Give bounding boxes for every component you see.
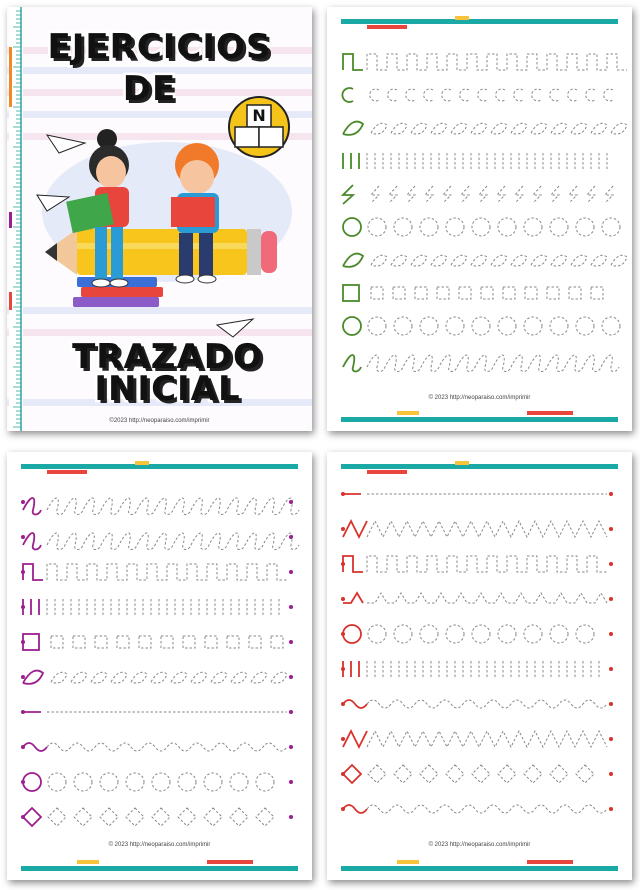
end-dot (289, 605, 293, 609)
end-dot (289, 675, 293, 679)
tracing-row (343, 54, 627, 70)
tracing-row (341, 661, 613, 677)
start-dot (21, 570, 25, 574)
end-dot (609, 562, 613, 566)
cover-title-line2: DE (122, 69, 177, 109)
end-dot (289, 745, 293, 749)
end-dot (609, 667, 613, 671)
tracing-row (343, 317, 620, 335)
start-dot (21, 605, 25, 609)
tracing-row (21, 599, 293, 615)
tracing-row (21, 671, 293, 684)
worksheet-page-3[interactable] (327, 452, 632, 880)
tracing-row (341, 625, 613, 643)
tracing-row (343, 218, 620, 236)
tracing-row (21, 743, 293, 751)
end-dot (289, 640, 293, 644)
worksheet-footer-1: © 2023 http://neoparaiso.com/imprimir (428, 395, 531, 401)
tracing-row (343, 254, 627, 267)
end-dot (609, 632, 613, 636)
tracing-row (21, 808, 293, 826)
cover-subtitle-line1: TRAZADO (72, 337, 263, 377)
start-dot (341, 807, 345, 811)
start-dot (341, 702, 345, 706)
tracing-exercises-3 (327, 452, 632, 880)
tracing-row (343, 355, 619, 372)
end-dot (609, 702, 613, 706)
worksheet-page-2[interactable] (7, 452, 312, 880)
logo-letter: N (252, 106, 266, 125)
cover-page[interactable] (7, 7, 312, 431)
end-dot (289, 710, 293, 714)
tracing-row (341, 805, 613, 813)
end-dot (609, 807, 613, 811)
start-dot (341, 492, 345, 496)
start-dot (341, 667, 345, 671)
start-dot (21, 500, 25, 504)
tracing-row (342, 88, 613, 102)
start-dot (341, 737, 345, 741)
tracing-row (343, 285, 603, 301)
end-dot (289, 535, 293, 539)
worksheet-footer-3: © 2023 http://neoparaiso.com/imprimir (428, 842, 531, 848)
tracing-row (21, 533, 299, 550)
end-dot (609, 492, 613, 496)
start-dot (21, 640, 25, 644)
start-dot (341, 772, 345, 776)
tracing-row (343, 185, 613, 204)
tracing-row (341, 521, 613, 537)
start-dot (21, 710, 25, 714)
tracing-row (21, 634, 293, 650)
end-dot (609, 737, 613, 741)
tracing-row (21, 498, 299, 515)
tracing-row (343, 122, 627, 135)
start-dot (341, 562, 345, 566)
end-dot (289, 500, 293, 504)
start-dot (341, 527, 345, 531)
tracing-row (341, 593, 613, 603)
cover-title-line1: EJERCICIOS (47, 27, 272, 67)
end-dot (289, 570, 293, 574)
start-dot (341, 632, 345, 636)
worksheet-page-1[interactable] (327, 7, 632, 431)
start-dot (21, 535, 25, 539)
tracing-row (21, 773, 293, 791)
tracing-row (341, 765, 613, 783)
start-dot (21, 745, 25, 749)
cover-footer: ©2023 http://neoparaiso.com/imprimir (109, 418, 210, 424)
tracing-row (343, 153, 607, 169)
start-dot (21, 780, 25, 784)
end-dot (289, 815, 293, 819)
tracing-exercises-1 (327, 7, 632, 431)
end-dot (609, 597, 613, 601)
tracing-exercises-2 (7, 452, 312, 880)
tracing-row (21, 564, 293, 580)
pencil-illustration (45, 229, 277, 275)
tracing-row (341, 731, 613, 747)
end-dot (289, 780, 293, 784)
worksheet-footer-2: © 2023 http://neoparaiso.com/imprimir (108, 842, 211, 848)
tracing-row (341, 556, 613, 572)
end-dot (609, 527, 613, 531)
cover-subtitle-line2: INICIAL (94, 369, 241, 409)
end-dot (609, 772, 613, 776)
tracing-row (21, 710, 293, 714)
tracing-row (341, 700, 613, 708)
start-dot (21, 675, 25, 679)
start-dot (21, 815, 25, 819)
tracing-row (341, 492, 613, 496)
start-dot (341, 597, 345, 601)
